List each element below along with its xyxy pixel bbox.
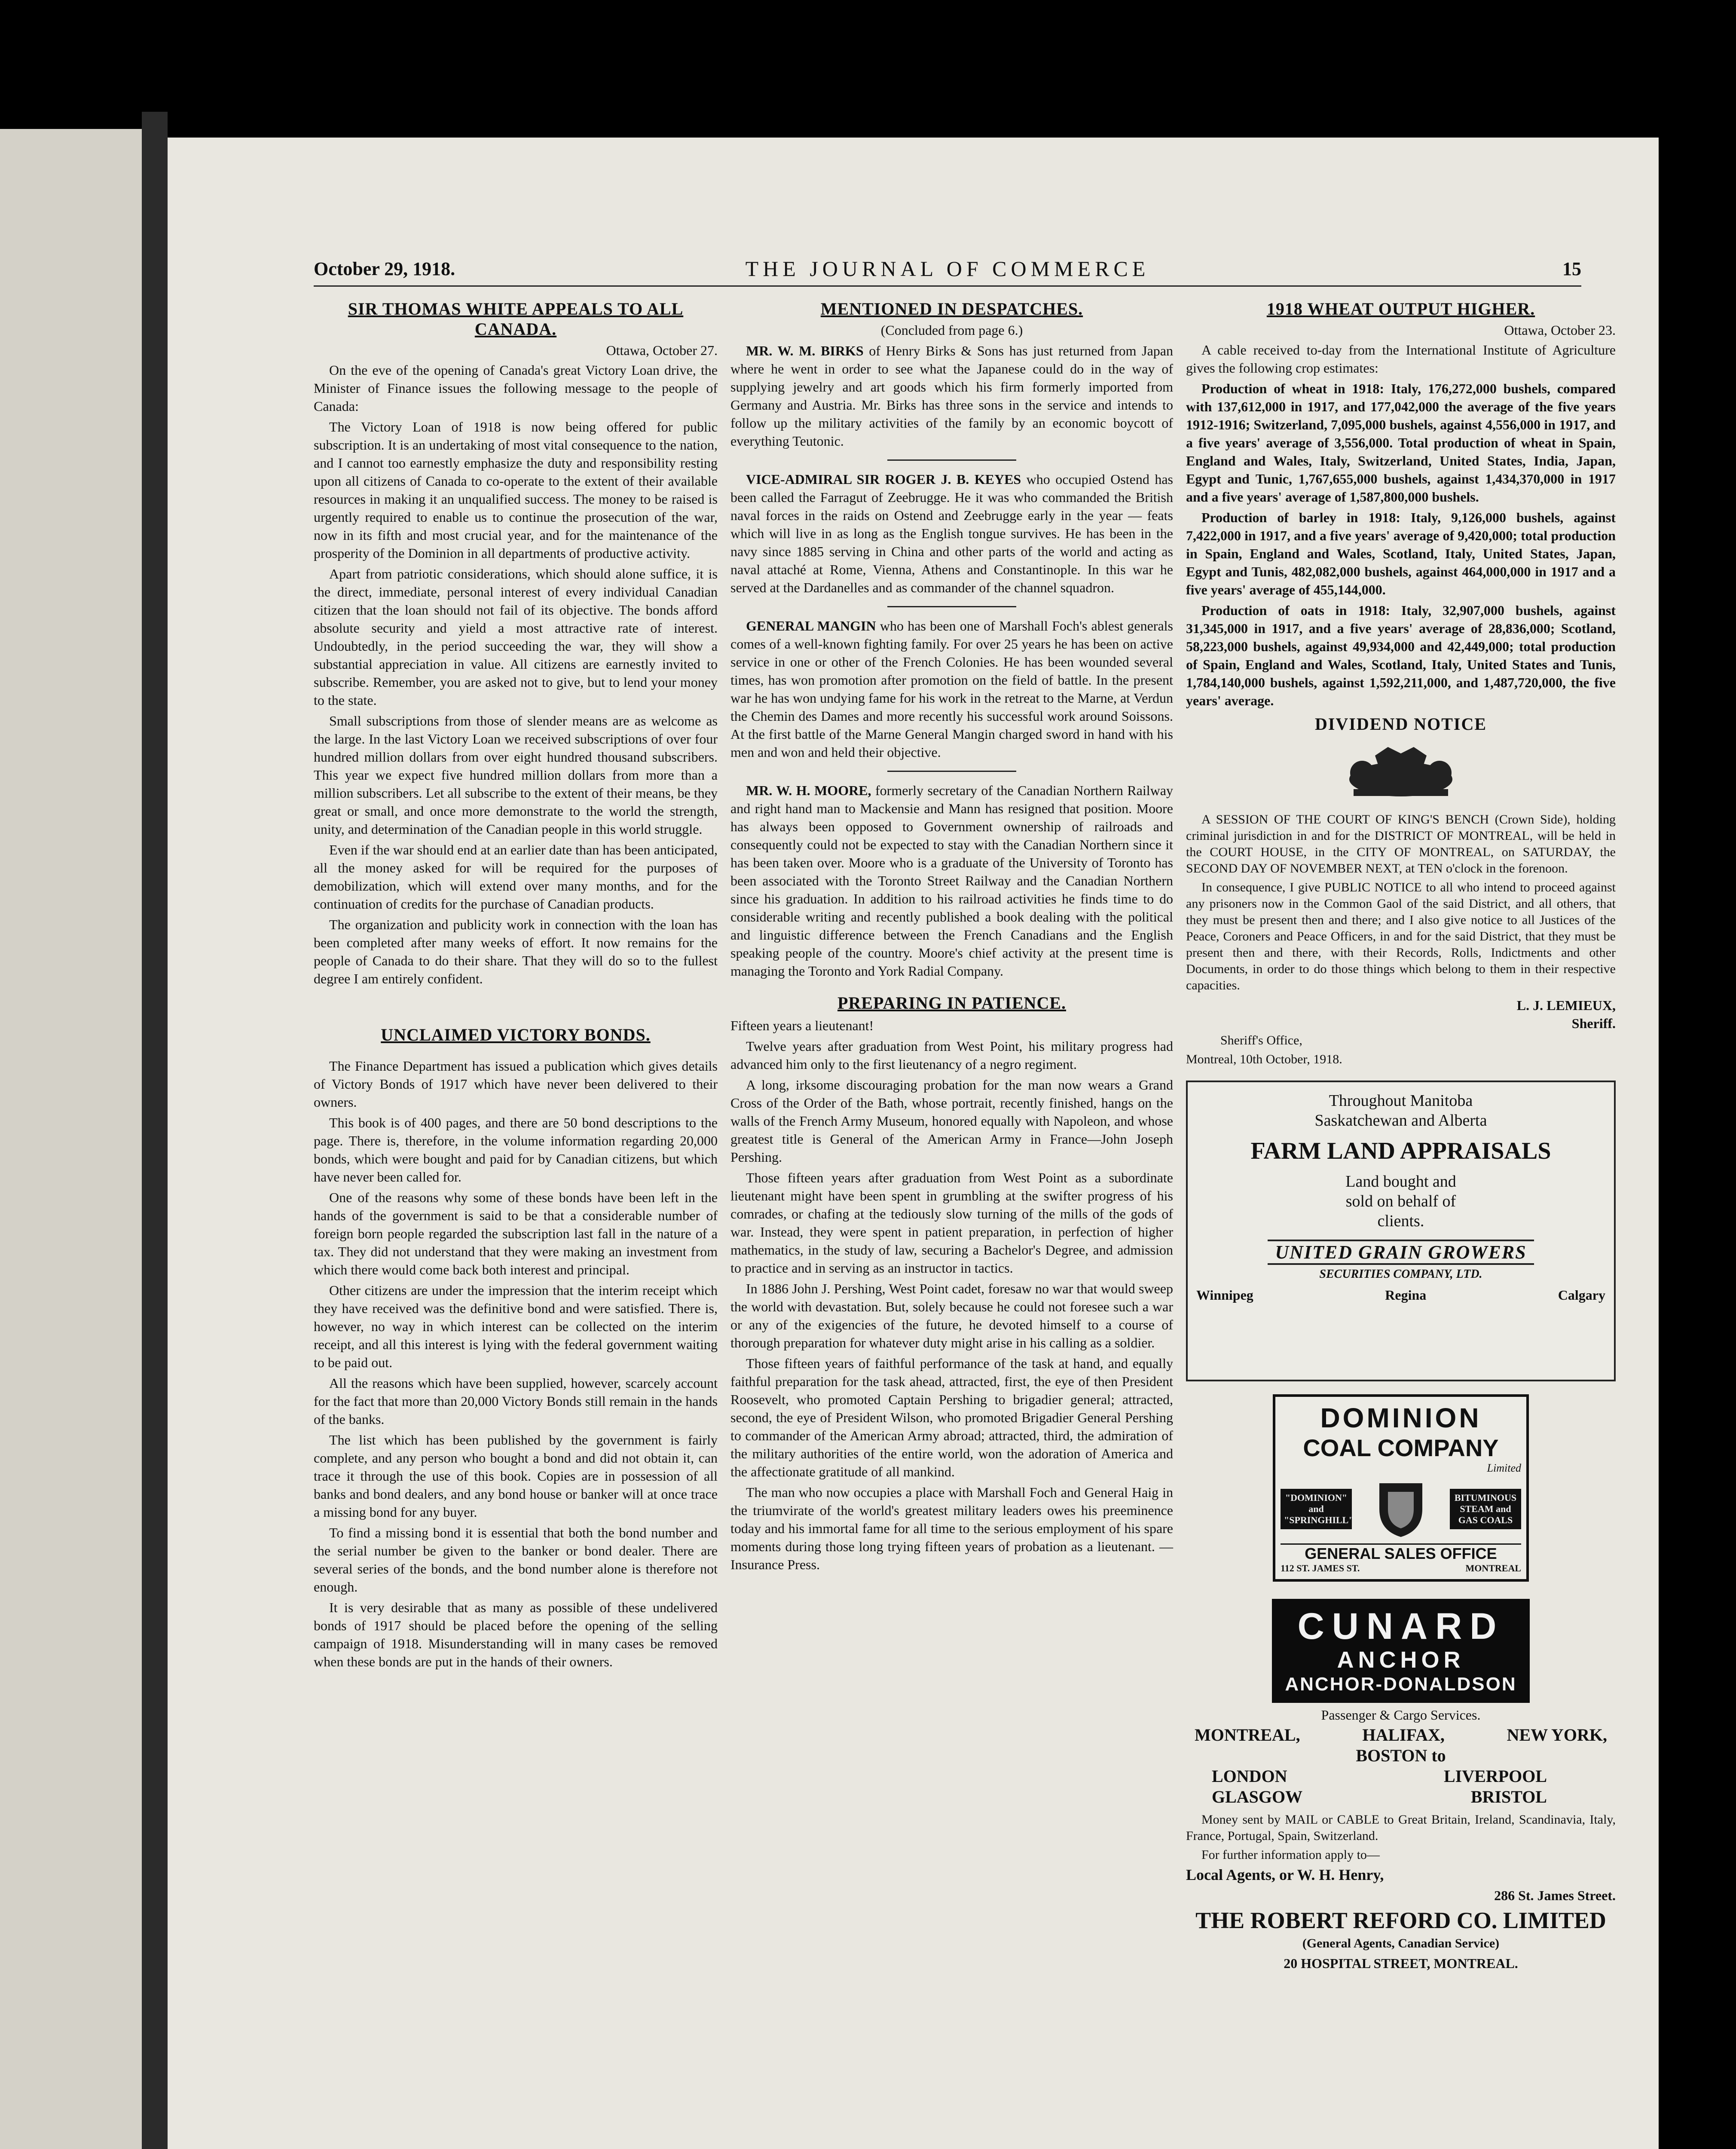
farm-ad-headline: FARM LAND APPRAISALS (1250, 1138, 1551, 1164)
coal-subtitle: COAL COMPANY (1303, 1434, 1499, 1461)
newspaper-page (168, 138, 1659, 2149)
despatch-lead: MR. W. M. BIRKS (746, 343, 864, 358)
column-left (314, 299, 718, 1673)
despatch-item: MR. W. H. MOORE, formerly secretary of the Canadian Northern Railway and right hand man to Mackensie and Mann has resigned that position. Moore has always been opposed to Government ownership of railroads and consequently could not be expected to stay with the Canadian Northern since it has been taken over. Moore who is a graduate of the University of Toronto has been associated with the Toronto Street Railway and the Canadian Northern since his graduation. In addition to his railroad activities he finds time to do considerable writing and recently published a book dealing with the political and linguistic difference between the French Canadians and the English speaking people of the country. Moore's chief activity at the present time is managing the Toronto and York Radial Company. (730, 783, 1174, 979)
despatches-subhead: (Concluded from page 6.) (880, 322, 1023, 338)
despatch-item: MR. W. M. BIRKS of Henry Birks & Sons has just returned from Japan where he went in order to see what the Japanese could do in the way of supplying jewelry and art goods which his firm formerly imported from Germany and Austria. Mr. Birks has three sons in the service and intends to follow up the military activities of the family by an economic boycott of everything Teutonic. (730, 343, 1173, 449)
money-notice: Money sent by MAIL or CABLE to Great Britain, Ireland, Scandinavia, Italy, France, Portugal, Spain, Switzerland. (1186, 1812, 1616, 1843)
patience-paragraph: Those fifteen years of faithful performance of the task at hand, and equally faithful preparation for the task ahead, attracted, first, the eye of then President Roosevelt, who promoted Captain Pershing to brigadier general; attracted, second, the eye of President Wilson, who promoted Brigadier General Pershing to commander of the American Army abroad; attracted, third, the admiration of the military authorities of the entire world, won the adoration of America and the affectionate gratitude of all mankind. (730, 1356, 1173, 1479)
city: Winnipeg (1196, 1287, 1253, 1303)
despatch-lead: VICE-ADMIRAL SIR ROGER J. B. KEYES (746, 471, 1021, 487)
white-paragraph: Apart from patriotic considerations, which should alone suffice, it is the direct, immediate, personal interest of every individual Canadian citizen that the loan should not fail of its objective. The bonds afford absolute security and yield a most attractive rate of interest. Undoubtedly, in the period succeeding the war, they will show a substantial appreciation in value. All citizens are earnestly invited to subscribe. Remember, you are asked not to give, but to lend your money to the state. (314, 566, 718, 708)
coal-brands-row (1281, 1479, 1521, 1539)
patience-paragraph: Twelve years after graduation from West Point, his military progress had advanced him only to the first lieutenancy of a negro regiment. (730, 1038, 1173, 1072)
city: Regina (1385, 1287, 1427, 1303)
white-paragraph: Even if the war should end at an earlier date than has been anticipated, all the money asked for will be required for the purposes of demobilization, which will extend over many months, and for the continuation of credits for the purchase of Canadian products. (314, 842, 718, 912)
despatch-lead: MR. W. H. MOORE, (746, 783, 871, 798)
wheat-paragraph: Production of wheat in 1918: Italy, 176,272,000 bushels, compared with 137,612,000 in 1917, and 177,042,000 the average of the five years 1912-1916; Switzerland, 7,095,000 bushels, against 4,556,000 in 1917, and a five years' average of 3,556,000. Total production of wheat in Spain, England and Wales, Italy, Switzerland, United States, India, Japan, Egypt and Tunic, 1,767,655,000 bushels, against 1,434,370,000 in 1917 and a five years' average of 1,587,800,000 bushels. (1186, 381, 1616, 505)
wheat-paragraph: Production of oats in 1918: Italy, 32,907,000 bushels, against 31,345,000 in 1917, and a five years' average of 28,836,000; Scotland, 58,223,000 bushels, against 49,934,000 and 42,449,000; total production of Spain, England and Wales, Scotland, Italy, United States and Tunis, 1,784,140,000 bushels, against 1,592,211,000, and 1,487,720,000, the five years' average. (1186, 603, 1616, 708)
agents-address: 286 St. James Street. (1494, 1888, 1616, 1903)
dividend-notice-title: DIVIDEND NOTICE (1314, 714, 1487, 734)
logo-subtitle: SECURITIES COMPANY, LTD. (1319, 1267, 1482, 1281)
cunard-logo: CUNARD ANCHOR ANCHOR-DONALDSON (1272, 1599, 1530, 1703)
column-middle (730, 299, 1173, 1576)
agents-line: Local Agents, or W. H. Henry, (1186, 1866, 1384, 1883)
page-spine (142, 112, 168, 2149)
ad-line: Saskatchewan and Alberta (1314, 1111, 1487, 1130)
royal-crest-icon (1328, 738, 1474, 803)
wheat-dateline: Ottawa, October 23. (1504, 322, 1616, 338)
notice-office-date: Montreal, 10th October, 1918. (1186, 1052, 1342, 1066)
header-date: October 29, 1918. (314, 258, 455, 279)
white-paragraph: On the eve of the opening of Canada's great Victory Loan drive, the Minister of Finance issues the following message to the people of Canada: (314, 362, 718, 414)
notice-paragraph: In consequence, I give PUBLIC NOTICE to all who intend to proceed against any prisoners now in the Common Gaol of the said District, and all others, that they must be present then and there; and I also give notice to all Justices of the Peace, Coroners and Peace Officers, in and for the said District, that they must be present then and there, with their Records, Rolls, Indictments and other Documents, in order to do those things which belong to them in their respective capacities. (1186, 880, 1616, 992)
bonds-paragraph: This book is of 400 pages, and there are 50 bond descriptions to the page. There is, therefore, in the volume information regarding 20,000 bonds, which were bought and paid for by Canadian citizens, but which have never been called for. (314, 1115, 718, 1185)
despatch-item: GENERAL MANGIN who has been one of Marshall Foch's ablest generals comes of a well-known fighting family. For over 25 years he has been on active service in one or other of the French Colonies. He has been wounded several times, has won promotion after promotion on the field of battle. In the present war he has won undying fame for his work in the retreat to the Marne, at Verdun the Chemin des Dames and more recently his successful work around Soissons. At the first battle of the Marne General Mangin charged sword in hand with his men and won and held their objective. (730, 618, 1174, 760)
previous-page-edge (0, 129, 142, 2149)
header-page-number: 15 (1562, 258, 1581, 279)
notice-signature: L. J. LEMIEUX, (1516, 998, 1616, 1013)
bonds-paragraph: It is very desirable that as many as possible of these undelivered bonds of 1917 should be placed before the opening of the selling campaign of 1918. Misunderstanding will in many cases be removed when these bonds are put in the hands of their owners. (314, 1600, 718, 1669)
dominion-coal-ad (1273, 1394, 1529, 1582)
white-paragraph: Small subscriptions from those of slender means are as welcome as the large. In the last Victory Loan we received subscriptions of over four hundred million dollars from over eight hundred thousand subscribers. This year we expect five hundred million dollars from more than a million subscribers. Let all subscribe to the extent of their means, be they great or small, and once more demonstrate to the world the strength, unity, and determination of the Canadian people in this world struggle. (314, 713, 718, 837)
patience-paragraph: In 1886 John J. Pershing, West Point cadet, foresaw no war that would sweep the world with devastation. But, solely because he could not foresee such a war or any of the exigencies of the future, he devoted himself to a course of thorough preparation for whatever duty might arise in his calling as a soldier. (730, 1281, 1173, 1350)
info-line: For further information apply to— (1201, 1848, 1380, 1862)
wheat-headline: 1918 WHEAT OUTPUT HIGHER. (1266, 299, 1535, 318)
notice-signature-title: Sheriff. (1571, 1016, 1616, 1031)
header-title: THE JOURNAL OF COMMERCE (745, 257, 1150, 281)
wheat-paragraph: A cable received to-day from the International Institute of Agriculture gives the following crop estimates: (1186, 342, 1616, 376)
united-grain-growers-logo: UNITED GRAIN GROWERS (1268, 1240, 1534, 1265)
shield-crest-icon (1375, 1479, 1427, 1539)
white-paragraph: The Victory Loan of 1918 is now being offered for public subscription. It is an undertaking of most vital consequence to the nation, and I cannot too earnestly emphasize the duty and responsibility resting upon all citizens of Canada to co-operate to the extent of their available resources in making it an unqualified success. The money to be raised is urgently required to enable us to continue the prosecution of the war, now in its fifth and most crucial year, and for the maintenance of the prosperity of the Dominion in all departments of productive activity. (314, 419, 718, 561)
notice-paragraph: A SESSION OF THE COURT OF KING'S BENCH (Crown Side), holding criminal jurisdiction in and for the DISTRICT OF MONTREAL, will be held in the COURT HOUSE, in the CITY OF MONTREAL, on SATURDAY, the SECOND DAY OF NOVEMBER NEXT, at TEN o'clock in the forenoon. (1186, 812, 1616, 876)
coal-brand-box: "DOMINION" and "SPRINGHILL" (1281, 1489, 1352, 1529)
ad-line: sold on behalf of (1345, 1192, 1456, 1210)
column-right (1186, 299, 1616, 1975)
divider (887, 459, 1016, 461)
patience-paragraph: A long, irksome discouraging probation for the man now wears a Grand Cross of the Order of the Bath, whose portrait, recently finished, hangs on the walls of the French Army Museum, honored equally with Napoleon, and whose greatest title is General of the American Army in France—John Joseph Pershing. (730, 1077, 1173, 1165)
bonds-paragraph: The list which has been published by the government is fairly complete, and any person who bought a bond and did not obtain it, can trace it through the use of this book. Copies are in possession of all banks and bond dealers, and any bond house or banker will at once trace a missing bond for any buyer. (314, 1432, 718, 1520)
bonds-paragraph: One of the reasons why some of these bonds have been left in the hands of the government is said to be that a considerable number of foreign born people regarded the subscription last fall in the nature of a tax. They did not understand that they were making an investment from which there would come back both interest and principal. (314, 1190, 718, 1277)
routes: MONTREAL, HALIFAX, NEW YORK, BOSTON to LONDON LIVERPOOL GLASGOW BRISTOL (1195, 1725, 1607, 1806)
bonds-paragraph: To find a missing bond it is essential that both the bond number and the serial number be given to the banker or bond dealer. There are several series of the bonds, and the bond number alone is therefore not enough. (314, 1525, 718, 1595)
ad-line: Land bought and (1345, 1172, 1456, 1191)
divider (887, 606, 1016, 607)
patience-paragraph: Those fifteen years after graduation from West Point as a subordinate lieutenant might have been spent in grumbling at the swifter progress of his comrades, or chafing at the tediously slow turning of the mills of the gods of war. Instead, they were spent in patient preparation, in perfection of higher mathematics, in the study of law, securing a Bachelor's Degree, and admission to practice and in serving as an instructor in tactics. (730, 1170, 1173, 1276)
patience-paragraph: Fifteen years a lieutenant! (730, 1018, 874, 1033)
bonds-paragraph: The Finance Department has issued a publication which gives details of Victory Bonds of 1917 which have never been delivered to their owners. (314, 1058, 718, 1110)
bonds-headline: UNCLAIMED VICTORY BONDS. (381, 1025, 651, 1044)
ad-line: Throughout Manitoba (1329, 1092, 1473, 1110)
coal-limited: Limited (1487, 1462, 1521, 1474)
reford-subtitle: (General Agents, Canadian Service) (1302, 1936, 1500, 1950)
city: Calgary (1558, 1287, 1605, 1303)
wheat-paragraph: Production of barley in 1918: Italy, 9,126,000 bushels, against 7,422,000 in 1917, and a five years' average of 9,420,000; total production in Spain, England and Wales, Scotland, Italy, United States, Japan, Egypt and Tunis, 482,082,000 bushels, against 464,000,000 in 1917 and a five years' average of 455,144,000. (1186, 510, 1616, 597)
ad-line: clients. (1377, 1212, 1424, 1230)
notice-office: Sheriff's Office, (1220, 1033, 1302, 1047)
bonds-paragraph: All the reasons which have been supplied, however, scarcely account for the fact that more than 20,000 Victory Bonds still remain in the hands of the banks. (314, 1375, 718, 1427)
despatches-headline: MENTIONED IN DESPATCHES. (820, 299, 1083, 318)
despatch-item: VICE-ADMIRAL SIR ROGER J. B. KEYES who occupied Ostend has been called the Farragut of Zeebrugge. He it was who commanded the British naval forces in the raids on Ostend and Zeebrugge early in the year — feats which will live in as long as the English tongue survives. He has been in the navy since 1885 serving in China and other parts of the world and acting as naval attaché at Rome, Vienna, Athens and Constantinople. In this war he served at the Dardanelles and as commander of the channel squadron. (730, 471, 1174, 595)
farm-appraisals-ad (1186, 1081, 1616, 1381)
coal-sales-office: GENERAL SALES OFFICE (1281, 1543, 1521, 1563)
bonds-paragraph: Other citizens are under the impression that the interim receipt which they have received was the definitive bond and were satisfied. There is, however, no way in which interest can be collected on the interim receipt, and all this interest is lying with the federal government waiting to be paid out. (314, 1283, 718, 1370)
patience-headline: PREPARING IN PATIENCE. (837, 993, 1067, 1013)
white-headline: SIR THOMAS WHITE APPEALS TO ALL CANADA. (348, 299, 684, 339)
coal-type-box: BITUMINOUS STEAM and GAS COALS (1450, 1489, 1521, 1529)
services-line: Passenger & Cargo Services. (1321, 1707, 1481, 1723)
white-dateline: Ottawa, October 27. (606, 343, 718, 358)
despatch-lead: GENERAL MANGIN (746, 618, 876, 634)
page-header (314, 254, 1581, 287)
ad-cities (1196, 1287, 1605, 1303)
reford-company: THE ROBERT REFORD CO. LIMITED (1195, 1907, 1606, 1933)
reford-address: 20 HOSPITAL STREET, MONTREAL. (1284, 1956, 1518, 1971)
coal-title: DOMINION (1320, 1402, 1482, 1433)
divider (887, 771, 1016, 772)
coal-address: 112 ST. JAMES ST. MONTREAL (1281, 1563, 1521, 1573)
white-paragraph: The organization and publicity work in connection with the loan has been completed after many weeks of effort. It now remains for the people of Canada to do their share. That they will do so to the fullest degree I am entirely confident. (314, 917, 718, 986)
patience-paragraph: The man who now occupies a place with Marshall Foch and General Haig in the triumvirate of the world's greatest military leaders owes his preeminence today and his immortal fame for all time to the serious employment of his spare moments during those long trying fifteen years of probation as a lieutenant. —Insurance Press. (730, 1485, 1173, 1572)
